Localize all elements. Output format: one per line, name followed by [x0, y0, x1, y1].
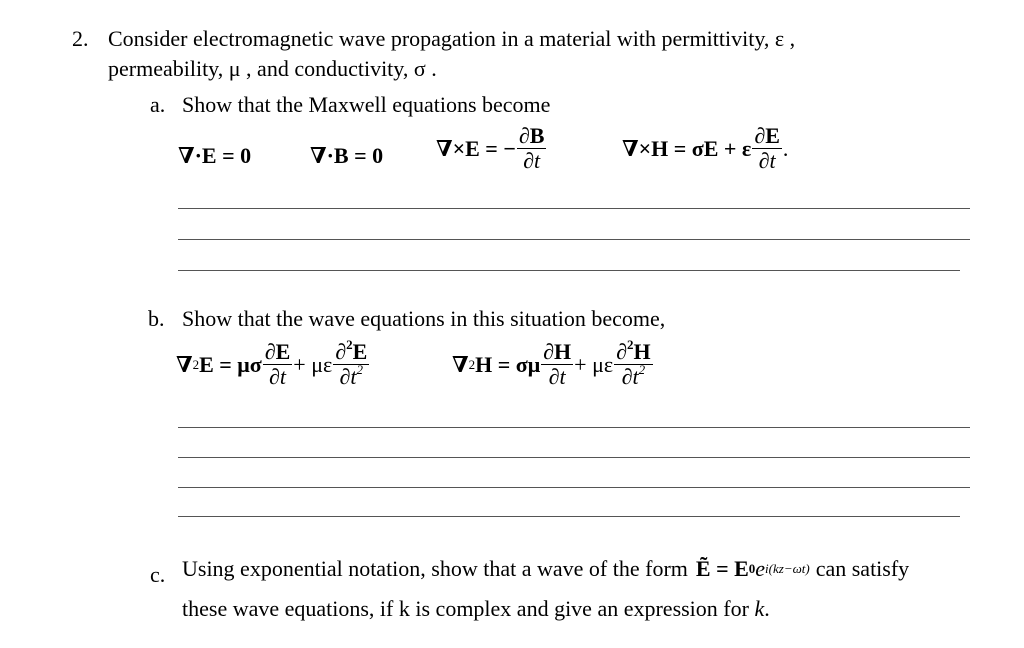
wave-h-num1: ∂H: [543, 339, 572, 364]
wave-h-mid: + με: [574, 351, 614, 377]
wave-form-exp-base: e: [755, 556, 766, 581]
maxwell-eq-faraday: [436, 124, 547, 173]
maxwell-eq-div-b: ∇·B = 0: [310, 143, 384, 168]
question-number: 2.: [72, 26, 89, 51]
maxwell-eq-ampere: [622, 124, 788, 173]
answer-line-b2: [178, 457, 970, 458]
wave-h-num2-sup: 2: [626, 337, 634, 352]
wave-h-fraction-1: [541, 340, 573, 389]
wave-h-den2-partial: ∂t: [621, 364, 639, 389]
wave-e-num2-sup: 2: [346, 337, 353, 352]
wave-h-lhs: H = σμ: [475, 351, 541, 377]
part-a-text: Show that the Maxwell equations become: [182, 92, 551, 117]
answer-line-b3: [178, 487, 970, 488]
part-c-text-a: Using exponential notation, show that a wave of the form: [182, 556, 688, 581]
wave-e-den2-partial: ∂t: [339, 364, 357, 389]
maxwell-eq-div-e: ∇·E = 0: [178, 143, 252, 168]
part-b-label: b.: [148, 306, 165, 331]
part-c-line2-end: .: [764, 596, 770, 621]
wave-e-num1: ∂E: [264, 339, 291, 364]
part-c-line2-k: k: [754, 596, 765, 621]
wave-h-den2-sup: 2: [638, 362, 646, 377]
answer-line-b4: [178, 516, 960, 517]
ampere-end: .: [782, 135, 789, 161]
wave-e-fraction-2: [333, 337, 369, 389]
ampere-lhs: ∇×H = σE + ε: [622, 135, 752, 161]
wave-e-lhs: E = μσ: [199, 351, 262, 377]
part-c-label: c.: [150, 562, 166, 587]
part-c-line1: Using exponential notation, show that a wave of the form Ẽ = E 0 e i(kz−ωt) can satisfy: [182, 556, 910, 581]
part-c-line2: [182, 596, 770, 622]
part-b-text: Show that the wave equations in this situation become,: [182, 306, 666, 331]
question-intro-line1: Consider electromagnetic wave propagation in a material with permittivity, ε ,: [108, 26, 796, 51]
answer-line-a2: [178, 239, 970, 240]
wave-e-nabla: ∇: [176, 351, 193, 377]
wave-h-nabla: ∇: [452, 351, 469, 377]
answer-line-b1: [178, 427, 970, 428]
wave-e-den1: ∂t: [269, 364, 286, 389]
part-c-line2-text: these wave equations, if k is complex and give an expression for: [182, 596, 755, 621]
wave-e-num2-partial: ∂: [335, 339, 347, 364]
ampere-numerator: ∂E: [754, 123, 780, 148]
wave-form-lhs: Ẽ = E: [695, 556, 749, 581]
faraday-denominator: ∂t: [523, 148, 541, 173]
faraday-numerator: ∂B: [518, 123, 545, 148]
faraday-fraction: [517, 124, 547, 173]
part-c-text-b: can satisfy: [815, 556, 910, 581]
question-intro-line2: permeability, μ , and conductivity, σ .: [108, 56, 437, 81]
wave-h-num2-var: H: [633, 339, 651, 364]
wave-h-fraction-2: [614, 337, 653, 389]
wave-eq-e: ∇ 2 E = μσ $\frac{\partial E}{\partial t}$ + με $\frac{\partial^2E}{\partial t^2}$: [176, 337, 368, 389]
answer-line-a1: [178, 208, 970, 209]
wave-h-den1: ∂t: [548, 364, 566, 389]
wave-eq-h: ∇ 2 H = σμ $\frac{\partial H}{\partial t}$ + με $\frac{\partial^2H}{\partial t^2}$: [452, 337, 651, 389]
wave-h-den2: [614, 362, 653, 389]
ampere-denominator: ∂t: [758, 148, 776, 173]
faraday-lhs: ∇×E = −: [436, 135, 516, 161]
wave-h-num2: [614, 337, 653, 365]
wave-h-num2-partial: ∂: [616, 339, 627, 364]
ampere-fraction: [752, 124, 782, 173]
wave-e-fraction-1: [263, 340, 293, 389]
part-a-label: a.: [150, 92, 166, 117]
wave-e-den2-sup: 2: [356, 362, 363, 377]
wave-e-mid: + με: [293, 351, 333, 377]
wave-e-num2-var: E: [352, 339, 368, 364]
wave-e-den2: [333, 362, 369, 389]
answer-line-a3: [178, 270, 960, 271]
wave-e-num2: [333, 337, 369, 365]
